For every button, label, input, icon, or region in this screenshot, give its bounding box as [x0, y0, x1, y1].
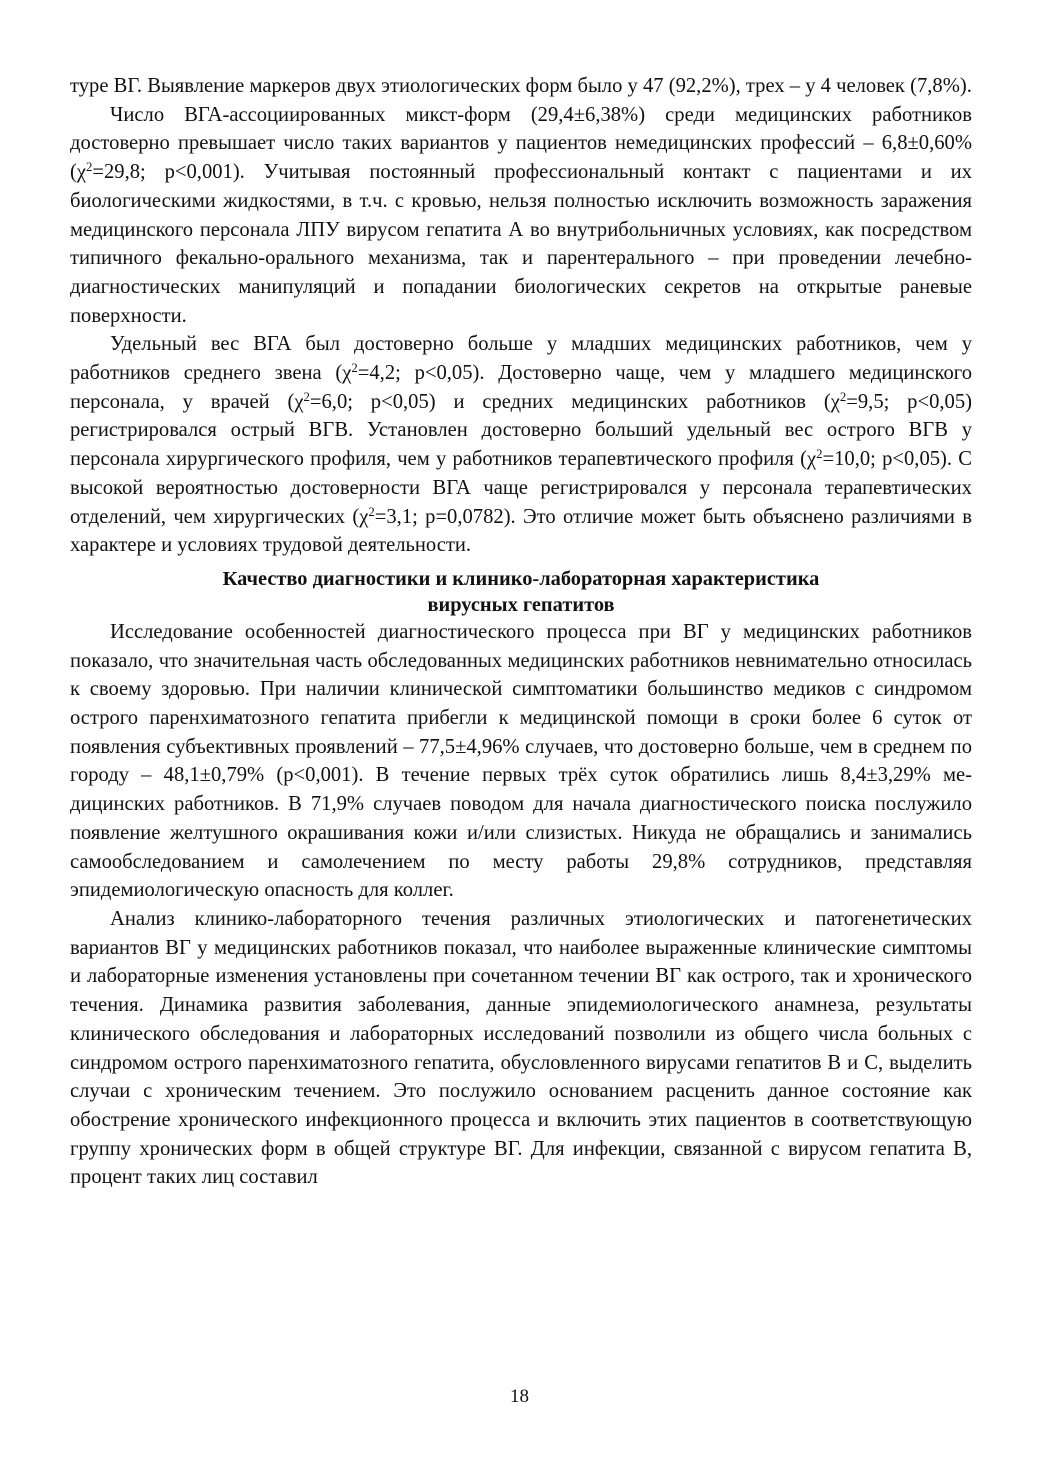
superscript: 2: [86, 160, 93, 175]
paragraph-text: =3,1; p=0,0782). Это отличие может быть объяснено различиями в характере и условиях трудовой деятельности.: [70, 505, 972, 557]
paragraph-text: Удельный вес ВГА был достоверно больше у младших медицинских работников, чем у работников среднего звена (χ: [70, 333, 972, 385]
paragraph-p0: [70, 72, 972, 101]
paragraph-text: Число ВГА-ассоциированных микст-форм (29,4±6,38%) среди медицинских работников достоверно превышает число таких вариантов у пациентов немедицинских профессий – 6,8±0,60% (χ: [70, 103, 972, 184]
paragraph-text: Анализ клинико-лабораторного течения различных этиологических и патогенетических вариантов ВГ у медицинских работников показал, что наиболее выраженные клинические симптомы и лабораторные изменения установлены при сочетанном течении ВГ как острого, так и хронического течения. Динамика развития заболевания, данные эпидемиологического анамнеза, результаты клинического обследования и лабораторных исследований позволили из общего числа больных с синдромом острого паренхиматозного гепатита, обусловленного вирусами гепатитов В и С, выделить случаи с хроническим течением. Это послужило основанием расценить данное состояние как обострение хронического инфекционного процесса и включить этих пациентов в соответствующую группу хронических форм в общей структуре ВГ. Для инфекции, связанной с вирусом гепатита В, процент таких лиц составил: [70, 907, 972, 1189]
page-number: 18: [510, 1386, 529, 1407]
paragraph-text: Исследование особенностей диагностического процесса при ВГ у медицинских работников показало, что значительная часть обследованных медицинских работников невнимательно относилась к своему здоровью. При наличии клинической симптоматики большинство медиков с синдромом острого паренхиматозного гепатита прибегли к медицинской помощи в сроки более 6 суток от появления субъективных проявлений – 77,5±4,96% случаев, что достоверно больше, чем в среднем по городу – 48,1±0,79% (p<0,001). В течение первых трёх суток обратились лишь 8,4±3,29% медицинских работников. В 71,9% случаев поводом для начала диагностического поиска послужило появление желтушного окрашивания кожи и/или слизистых. Никуда не обращались и занимались самообследованием и самолечением по месту работы 29,8% сотрудников, представляя эпидемиологическую опасность для коллег.: [70, 620, 972, 902]
paragraph-text: =6,0; p<0,05) и средних медицинских работников (χ: [309, 390, 840, 413]
paragraph-text: =9,5; p<0,05) регистрировался острый ВГВ. Установлен достоверно больший удельный вес острого ВГВ у персонала хирургического профиля, чем у работников терапевтического профиля (χ: [70, 390, 972, 471]
paragraph-text: =29,8; p<0,001). Учитывая постоянный профессиональный контакт с пациентами и их биологическими жидкостями, в т.ч. с кровью, нельзя полностью исключить возможность заражения медицинского персонала ЛПУ вирусом гепатита А во внутрибольничных условиях, как посредством типичного фекально-орального механизма, так и парентерального – при проведении лечебно-диагностических манипуляций и попадании биологических секретов на открытые раневые поверхности.: [70, 161, 972, 327]
paragraph-p2: [70, 330, 972, 560]
paragraph-text: туре ВГ. Выявление маркеров двух этиологических форм было у 47 (92,2%), трех – у 4 человек (7,8%).: [70, 75, 972, 97]
superscript: 2: [368, 504, 375, 519]
section-heading-line-2: вирусных гепатитов: [427, 593, 615, 616]
section-heading-line-1: Качество диагностики и клинико-лабораторная характеристика: [222, 567, 820, 590]
document-page: [70, 72, 972, 1192]
superscript: 2: [351, 361, 358, 376]
paragraph-p4: [70, 905, 972, 1192]
superscript: 2: [303, 389, 310, 404]
superscript: 2: [839, 389, 847, 404]
paragraph-p1: [70, 101, 972, 331]
paragraph-p3: [70, 618, 972, 905]
superscript: 2: [816, 447, 823, 462]
paragraph-text: =10,0; p<0,05). С высокой вероятностью достоверности ВГА чаще регистрировался у персонала терапевтических отделений, чем хирургических (χ: [70, 448, 972, 528]
paragraph-text: =4,2; p<0,05). Достоверно чаще, чем у младшего медицинского персонала, у врачей (χ: [70, 362, 973, 413]
text-block-after: [70, 618, 972, 1192]
section-heading: [70, 560, 972, 618]
text-block-before: [70, 72, 972, 560]
